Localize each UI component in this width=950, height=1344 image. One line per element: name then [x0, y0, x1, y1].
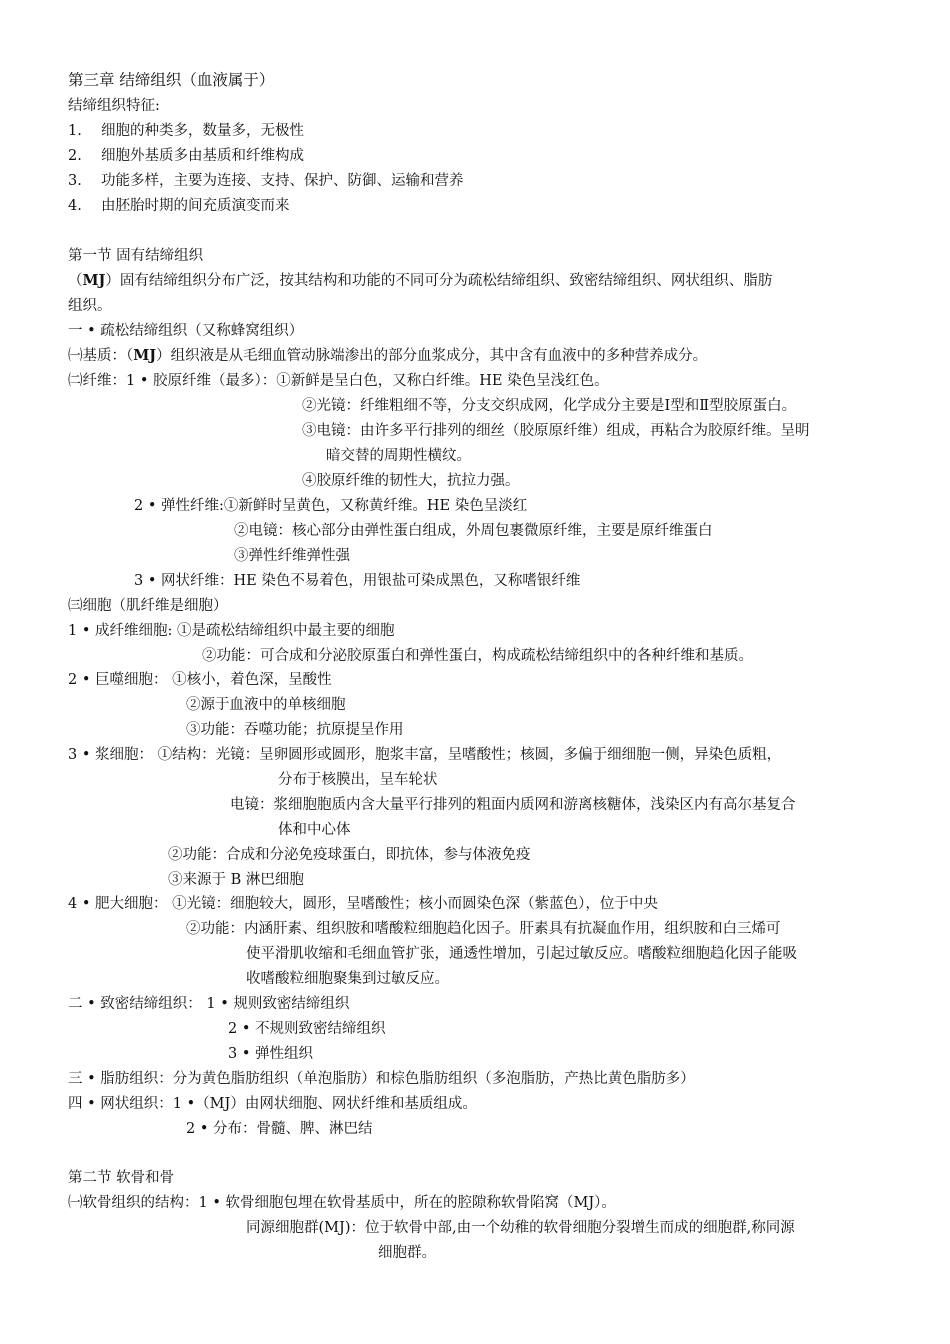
plasma-line: ②功能：合成和分泌免疫球蛋白，即抗体，参与体液免疫	[168, 847, 531, 863]
macrophage-line: ②源于血液中的单核细胞	[186, 697, 346, 713]
dense-line: 3 • 弹性组织	[228, 1046, 313, 1062]
reticular-tissue-line: 四 • 网状组织：1 •（MJ）由网状细胞、网状纤维和基质组成。	[68, 1096, 477, 1112]
chapter-title: 第三章 结缔组织（血液属于）	[68, 71, 275, 89]
collagen-line: ②光镜：纤维粗细不等，分支交织成网，化学成分主要是Ⅰ型和Ⅱ型胶原蛋白。	[302, 398, 797, 414]
cartilage-line: 细胞群。	[378, 1245, 436, 1261]
section-title: 第一节 固有结缔组织	[68, 248, 204, 264]
section-intro	[68, 271, 772, 291]
feature-number: 2.	[68, 148, 82, 164]
elastic-line: ②电镜：核心部分由弹性蛋白组成，外周包裹微原纤维，主要是原纤维蛋白	[234, 523, 713, 539]
ground-substance	[68, 346, 707, 366]
adipose-line: 三 • 脂肪组织：分为黄色脂肪组织（单泡脂肪）和棕色脂肪组织（多泡脂肪，产热比黄色脂肪多）	[68, 1071, 695, 1087]
mast-line: 收嗜酸粒细胞聚集到过敏反应。	[246, 971, 449, 987]
feature-text: 功能多样，主要为连接、支持、保护、防御、运输和营养	[101, 173, 464, 189]
features-heading: 结缔组织特征:	[68, 98, 160, 114]
collagen-line: ③电镜：由许多平行排列的细丝（胶原原纤维）组成，再粘合为胶原纤维。呈明	[302, 423, 810, 439]
intro-text: ）固有结缔组织分布广泛，按其结构和功能的不同可分为疏松结缔组织、致密结缔组织、网状组织、脂肪	[105, 273, 773, 289]
mast-line: 使平滑肌收缩和毛细血管扩张，通透性增加，引起过敏反应。嗜酸粒细胞趋化因子能吸	[246, 946, 797, 962]
mj-marker: MJ	[133, 347, 157, 364]
section-intro-cont: 组织。	[68, 298, 112, 314]
cartilage-line: ㈠软骨组织的结构：1 • 软骨细胞包埋在软骨基质中，所在的腔隙称软骨陷窝（MJ）。	[68, 1195, 616, 1211]
feature-number: 4.	[68, 198, 82, 214]
collagen-line: ④胶原纤维的韧性大，抗拉力强。	[302, 473, 520, 489]
dense-line: 二 • 致密结缔组织： 1 • 规则致密结缔组织	[68, 996, 350, 1012]
feature-item	[68, 146, 304, 166]
feature-text: 细胞外基质多由基质和纤维构成	[101, 148, 304, 164]
dense-line: 2 • 不规则致密结缔组织	[228, 1021, 386, 1037]
macrophage-line: 2 • 巨噬细胞： ①核小，着色深，呈酸性	[68, 672, 332, 688]
plasma-line: 电镜：浆细胞胞质内含大量平行排列的粗面内质网和游离核糖体，浅染区内有高尔基复合	[230, 797, 796, 813]
fibroblast-line: ②功能：可合成和分泌胶原蛋白和弹性蛋白，构成疏松结缔组织中的各种纤维和基质。	[202, 648, 753, 664]
feature-number: 1.	[68, 123, 82, 139]
fibroblast-line: 1 • 成纤维细胞: ①是疏松结缔组织中最主要的细胞	[68, 623, 395, 639]
intro-paren: （	[68, 273, 83, 289]
cells-heading: ㈢细胞（肌纤维是细胞）	[68, 598, 228, 614]
mast-line: 4 • 肥大细胞： ①光镜：细胞较大，圆形，呈嗜酸性；核小而圆染色深（紫蓝色），位于中央	[68, 896, 658, 912]
feature-item	[68, 171, 464, 191]
feature-number: 3.	[68, 173, 82, 189]
plasma-line: 体和中心体	[278, 822, 351, 838]
ground-text: ）组织液是从毛细血管动脉端渗出的部分血浆成分，其中含有血液中的多种营养成分。	[156, 348, 708, 364]
elastic-line: 2 • 弹性纤维:①新鲜时呈黄色，又称黄纤维。HE 染色呈淡红	[134, 498, 528, 514]
macrophage-line: ③功能：吞噬功能；抗原提呈作用	[186, 722, 404, 738]
feature-text: 由胚胎时期的间充质演变而来	[101, 198, 290, 214]
collagen-line: 暗交替的周期性横纹。	[326, 448, 471, 464]
feature-item	[68, 196, 290, 216]
feature-text: 细胞的种类多，数量多，无极性	[101, 123, 304, 139]
reticular-fiber-line: 3 • 网状纤维：HE 染色不易着色，用银盐可染成黑色，又称嗜银纤维	[134, 573, 581, 589]
mast-line: ②功能：内涵肝素、组织胺和嗜酸粒细胞趋化因子。肝素具有抗凝血作用，组织胺和白三烯可	[186, 921, 781, 937]
mj-marker: MJ	[82, 272, 106, 289]
section-title: 第二节 软骨和骨	[68, 1170, 175, 1186]
subsection-heading: 一 • 疏松结缔组织（又称蜂窝组织）	[68, 323, 304, 339]
ground-label: ㈠基质：（	[68, 348, 134, 364]
reticular-tissue-line: 2 • 分布：骨髓、脾、淋巴结	[186, 1121, 373, 1137]
cartilage-line: 同源细胞群(MJ)：位于软骨中部,由一个幼稚的软骨细胞分裂增生而成的细胞群,称同源	[246, 1220, 795, 1236]
plasma-line: 3 • 浆细胞： ①结构：光镜：呈卵圆形或圆形，胞浆丰富，呈嗜酸性；核圆，多偏于细细胞一侧，异染色质粗，	[68, 747, 782, 763]
elastic-line: ③弹性纤维弹性强	[234, 548, 350, 564]
plasma-line: ③来源于 B 淋巴细胞	[168, 872, 304, 888]
feature-item	[68, 121, 304, 141]
fiber-line: ㈡纤维：1 • 胶原纤维（最多）：①新鲜是呈白色，又称白纤维。HE 染色呈浅红色。	[68, 373, 609, 389]
plasma-line: 分布于核膜出，呈车轮状	[278, 772, 438, 788]
